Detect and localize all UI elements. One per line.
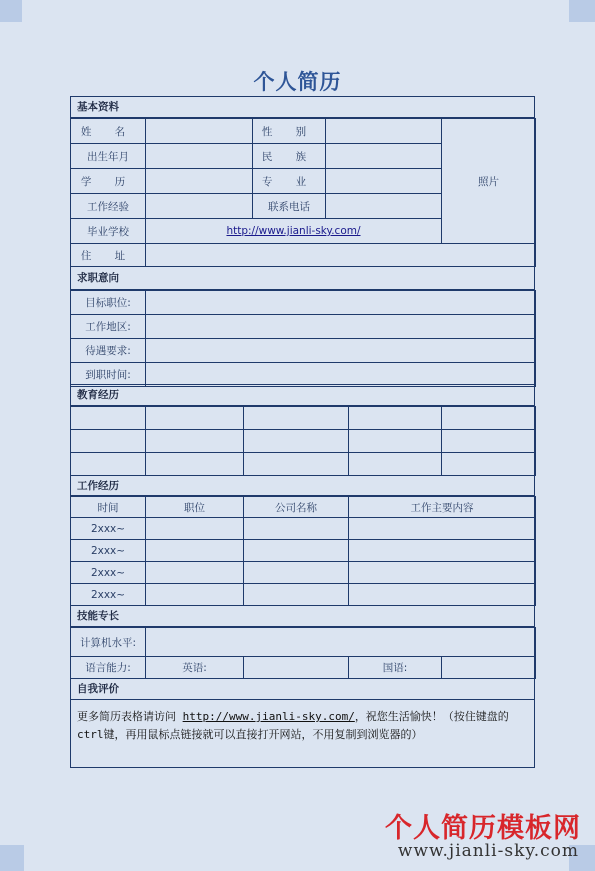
address-label: 住 址 (71, 244, 146, 267)
work-time-cell[interactable]: 2xxx~ (71, 584, 146, 606)
work-cell[interactable] (349, 562, 536, 584)
phone-label: 联系电话 (253, 194, 326, 219)
education-cell[interactable] (71, 407, 146, 430)
phone-field[interactable] (326, 194, 442, 219)
self-text-after: ，祝您生活愉快！（按住键盘的ctrl键，再用鼠标点链接就可以直接打开网站，不用复制到浏览器的） (77, 710, 509, 741)
section-skills-header: 技能专长 (70, 605, 535, 627)
education-cell[interactable] (146, 453, 244, 476)
work-cell[interactable] (244, 584, 349, 606)
education-cell[interactable] (349, 430, 442, 453)
work-cell[interactable] (146, 540, 244, 562)
birth-label: 出生年月 (71, 144, 146, 169)
school-label: 毕业学校 (71, 219, 146, 244)
work-cell[interactable] (146, 518, 244, 540)
work-time-cell[interactable]: 2xxx~ (71, 562, 146, 584)
work-header-time: 时间 (71, 497, 146, 518)
work-cell[interactable] (146, 584, 244, 606)
education-cell[interactable] (442, 407, 536, 430)
work-cell[interactable] (244, 518, 349, 540)
education-table (70, 406, 536, 476)
mandarin-label: 国语: (349, 657, 442, 679)
school-link[interactable]: http://www.jianli-sky.com/ (226, 225, 361, 237)
education-cell[interactable] (349, 407, 442, 430)
education-cell[interactable] (244, 407, 349, 430)
skills-table (70, 627, 536, 679)
education-cell[interactable] (244, 430, 349, 453)
gender-field[interactable] (326, 119, 442, 144)
intent-table (70, 290, 536, 387)
english-label: 英语: (146, 657, 244, 679)
education-cell[interactable] (146, 430, 244, 453)
watermark-title: 个人简历模板网 (385, 813, 581, 844)
work-cell[interactable] (349, 518, 536, 540)
section-education-header: 教育经历 (70, 384, 535, 406)
page-title: 个人简历 (253, 70, 342, 94)
section-basic-header: 基本资料 (70, 96, 535, 118)
watermark-url: www.jianli-sky.com (397, 841, 579, 861)
language-label: 语言能力: (71, 657, 146, 679)
name-label: 姓 名 (71, 119, 146, 144)
education-cell[interactable] (442, 453, 536, 476)
gender-label: 性 别 (253, 119, 326, 144)
section-work-header: 工作经历 (70, 475, 535, 496)
education-cell[interactable] (71, 453, 146, 476)
major-label: 专 业 (253, 169, 326, 194)
computer-level-field[interactable] (146, 628, 536, 657)
work-cell[interactable] (244, 540, 349, 562)
work-time-cell[interactable]: 2xxx~ (71, 518, 146, 540)
work-time-cell[interactable]: 2xxx~ (71, 540, 146, 562)
salary-field[interactable] (146, 339, 536, 363)
experience-label: 工作经验 (71, 194, 146, 219)
photo-cell[interactable]: 照片 (442, 119, 536, 244)
work-header-position: 职位 (146, 497, 244, 518)
education-cell[interactable] (244, 453, 349, 476)
start-date-label: 到职时间: (71, 363, 146, 387)
work-header-content: 工作主要内容 (349, 497, 536, 518)
address-field[interactable] (146, 244, 536, 267)
birth-field[interactable] (146, 144, 253, 169)
work-location-field[interactable] (146, 315, 536, 339)
name-field[interactable] (146, 119, 253, 144)
work-cell[interactable] (349, 584, 536, 606)
self-text-before: 更多简历表格请访问 (77, 710, 176, 723)
work-location-label: 工作地区: (71, 315, 146, 339)
degree-field[interactable] (146, 169, 253, 194)
work-cell[interactable] (349, 540, 536, 562)
degree-label: 学 历 (71, 169, 146, 194)
work-cell[interactable] (244, 562, 349, 584)
education-cell[interactable] (442, 430, 536, 453)
experience-field[interactable] (146, 194, 253, 219)
english-field[interactable] (244, 657, 349, 679)
work-header-company: 公司名称 (244, 497, 349, 518)
school-field[interactable] (146, 219, 442, 244)
work-cell[interactable] (146, 562, 244, 584)
work-table (70, 496, 536, 606)
education-cell[interactable] (349, 453, 442, 476)
target-position-field[interactable] (146, 291, 536, 315)
ethnicity-label: 民 族 (253, 144, 326, 169)
target-position-label: 目标职位: (71, 291, 146, 315)
major-field[interactable] (326, 169, 442, 194)
corner-decoration (569, 0, 595, 22)
ethnicity-field[interactable] (326, 144, 442, 169)
computer-level-label: 计算机水平: (71, 628, 146, 657)
corner-decoration (0, 845, 24, 871)
mandarin-field[interactable] (442, 657, 536, 679)
section-intent-header: 求职意向 (70, 266, 535, 290)
corner-decoration (0, 0, 22, 22)
section-self-header: 自我评价 (70, 678, 535, 700)
start-date-field[interactable] (146, 363, 536, 387)
education-cell[interactable] (71, 430, 146, 453)
salary-label: 待遇要求: (71, 339, 146, 363)
basic-info-table (70, 118, 536, 267)
education-cell[interactable] (146, 407, 244, 430)
website-link[interactable]: http://www.jianli-sky.com/ (182, 710, 355, 723)
self-evaluation-text[interactable] (77, 708, 529, 744)
